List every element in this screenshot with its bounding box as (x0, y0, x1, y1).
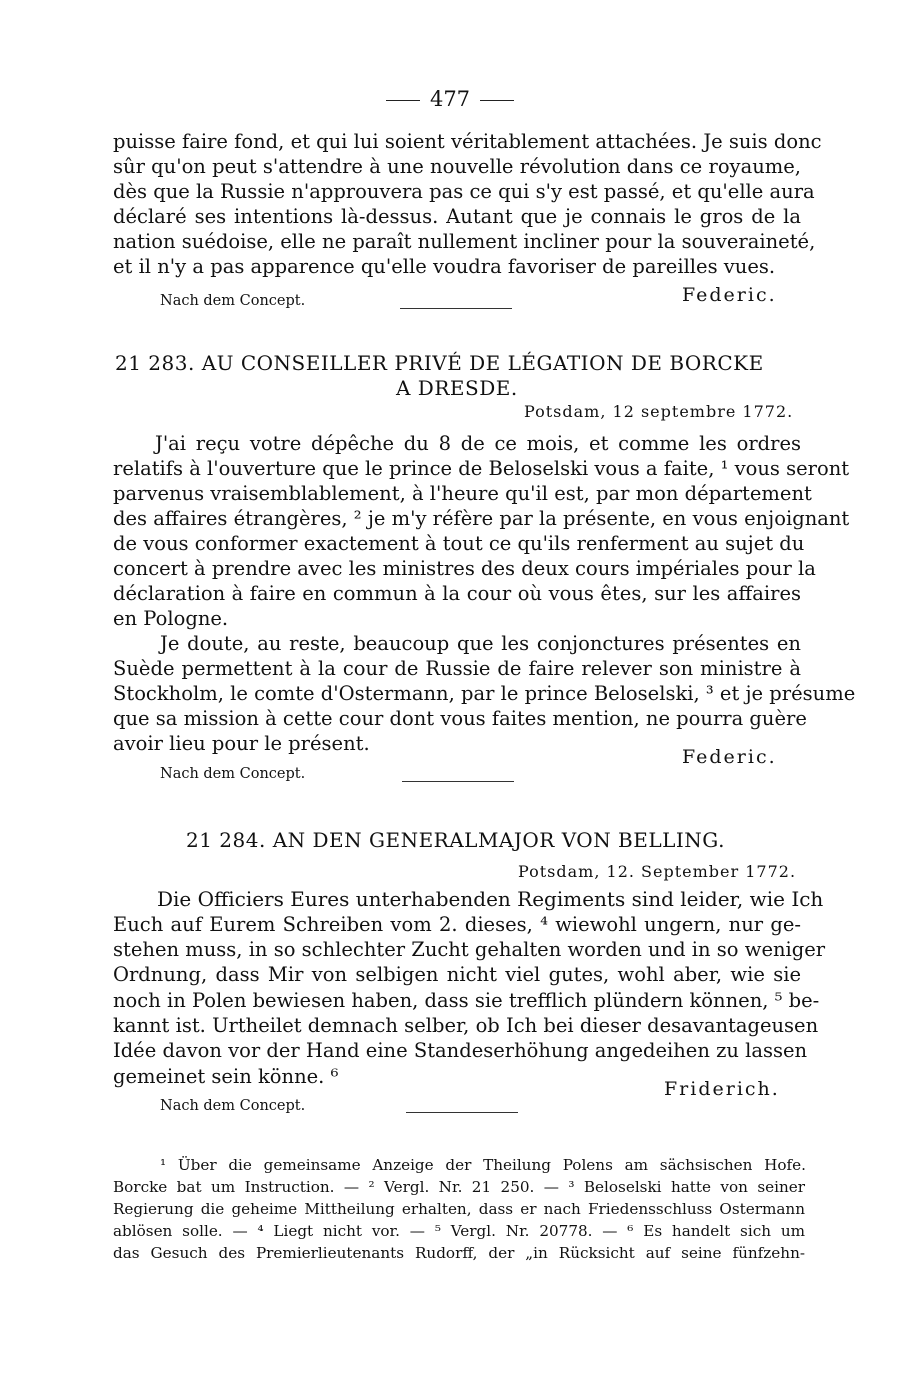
text-line: parvenus vraisemblablement, à l'heure qu'il est, par mon département (113, 482, 812, 505)
text-line: déclaration à faire en commun à la cour où vous êtes, sur les affaires (113, 582, 801, 605)
text-line: Stockholm, le comte d'Ostermann, par le prince Beloselski, ³ et je présume (113, 682, 856, 705)
letter-heading: 21 283. AU CONSEILLER PRIVÉ DE LÉGATION DE BORCKE (115, 351, 764, 375)
signature: Federic. (682, 746, 777, 768)
text-line: Die Officiers Eures unterhabenden Regiments sind leider, wie Ich (157, 887, 824, 911)
text-line: Je doute, au reste, beaucoup que les conjonctures présentes en (160, 632, 801, 655)
text-line: J'ai reçu votre dépêche du 8 de ce mois, et comme les ordres (155, 432, 801, 455)
letter-heading-cont: A DRESDE. (396, 376, 518, 400)
source-note: Nach dem Concept. (160, 766, 306, 782)
text-line: nation suédoise, elle ne paraît nullement incliner pour la souveraineté, (113, 230, 816, 253)
text-line: kannt ist. Urtheilet demnach selber, ob Ich bei dieser desavantageusen (113, 1014, 819, 1037)
text-line: des affaires étrangères, ² je m'y réfère par la présente, en vous enjoignant (113, 507, 850, 530)
text-line: relatifs à l'ouverture que le prince de Beloselski vous a faite, ¹ vous seront (113, 457, 850, 480)
text-line: gemeinet sein könne. ⁶ (113, 1065, 339, 1088)
text-line: Idée davon vor der Hand eine Standeserhöhung angedeihen zu lassen (113, 1039, 808, 1062)
separator-rule (402, 781, 514, 782)
text-line: sûr qu'on peut s'attendre à une nouvelle révolution dans ce royaume, (113, 155, 801, 178)
text-line: puisse faire fond, et qui lui soient véritablement attachées. Je suis donc (113, 130, 822, 153)
signature: Friderich. (664, 1078, 780, 1100)
text-line: avoir lieu pour le présent. (113, 732, 370, 755)
text-line: Suède permettent à la cour de Russie de faire relever son ministre à (113, 657, 801, 680)
footnote-line: Borcke bat um Instruction. — ² Vergl. Nr. 21 250. — ³ Beloselski hatte von seiner (113, 1178, 805, 1196)
separator-rule (406, 1112, 518, 1113)
dash-left (386, 100, 420, 101)
text-line: stehen muss, in so schlechter Zucht gehalten worden und in so weniger (113, 938, 826, 961)
dateline: Potsdam, 12. September 1772. (518, 862, 797, 881)
text-line: concert à prendre avec les ministres des deux cours impériales pour la (113, 557, 816, 580)
page-number: 477 (0, 86, 900, 112)
text-line: et il n'y a pas apparence qu'elle voudra favoriser de pareilles vues. (113, 255, 776, 278)
footnote-line: ¹ Über die gemeinsame Anzeige der Theilung Polens am sächsischen Hofe. (160, 1156, 806, 1174)
separator-rule (400, 308, 512, 309)
dash-right (480, 100, 514, 101)
source-note: Nach dem Concept. (160, 1098, 306, 1114)
footnote-line: Regierung die geheime Mittheilung erhalten, dass er nach Friedensschluss Ostermann (113, 1200, 805, 1218)
text-line: dès que la Russie n'approuvera pas ce qui s'y est passé, et qu'elle aura (113, 180, 815, 203)
letter-heading: 21 284. AN DEN GENERALMAJOR VON BELLING. (186, 828, 725, 852)
text-line: noch in Polen bewiesen haben, dass sie trefflich plündern können, ⁵ be- (113, 989, 820, 1012)
text-line: que sa mission à cette cour dont vous faites mention, ne pourra guère (113, 707, 807, 730)
source-note: Nach dem Concept. (160, 293, 306, 309)
text-line: de vous conformer exactement à tout ce qu'ils renferment au sujet du (113, 532, 805, 555)
footnote-line: ablösen solle. — ⁴ Liegt nicht vor. — ⁵ Vergl. Nr. 20778. — ⁶ Es handelt sich um (113, 1222, 805, 1240)
text-line: Ordnung, dass Mir von selbigen nicht viel gutes, wohl aber, wie sie (113, 963, 801, 986)
signature: Federic. (682, 284, 777, 306)
text-line: Euch auf Eurem Schreiben vom 2. dieses, ⁴ wiewohl ungern, nur ge- (113, 913, 801, 936)
text-line: déclaré ses intentions là-dessus. Autant que je connais le gros de la (113, 205, 801, 228)
dateline: Potsdam, 12 septembre 1772. (524, 402, 794, 421)
footnote-line: das Gesuch des Premierlieutenants Rudorff, der „in Rücksicht auf seine fünfzehn- (113, 1244, 805, 1262)
text-line: en Pologne. (113, 607, 229, 630)
